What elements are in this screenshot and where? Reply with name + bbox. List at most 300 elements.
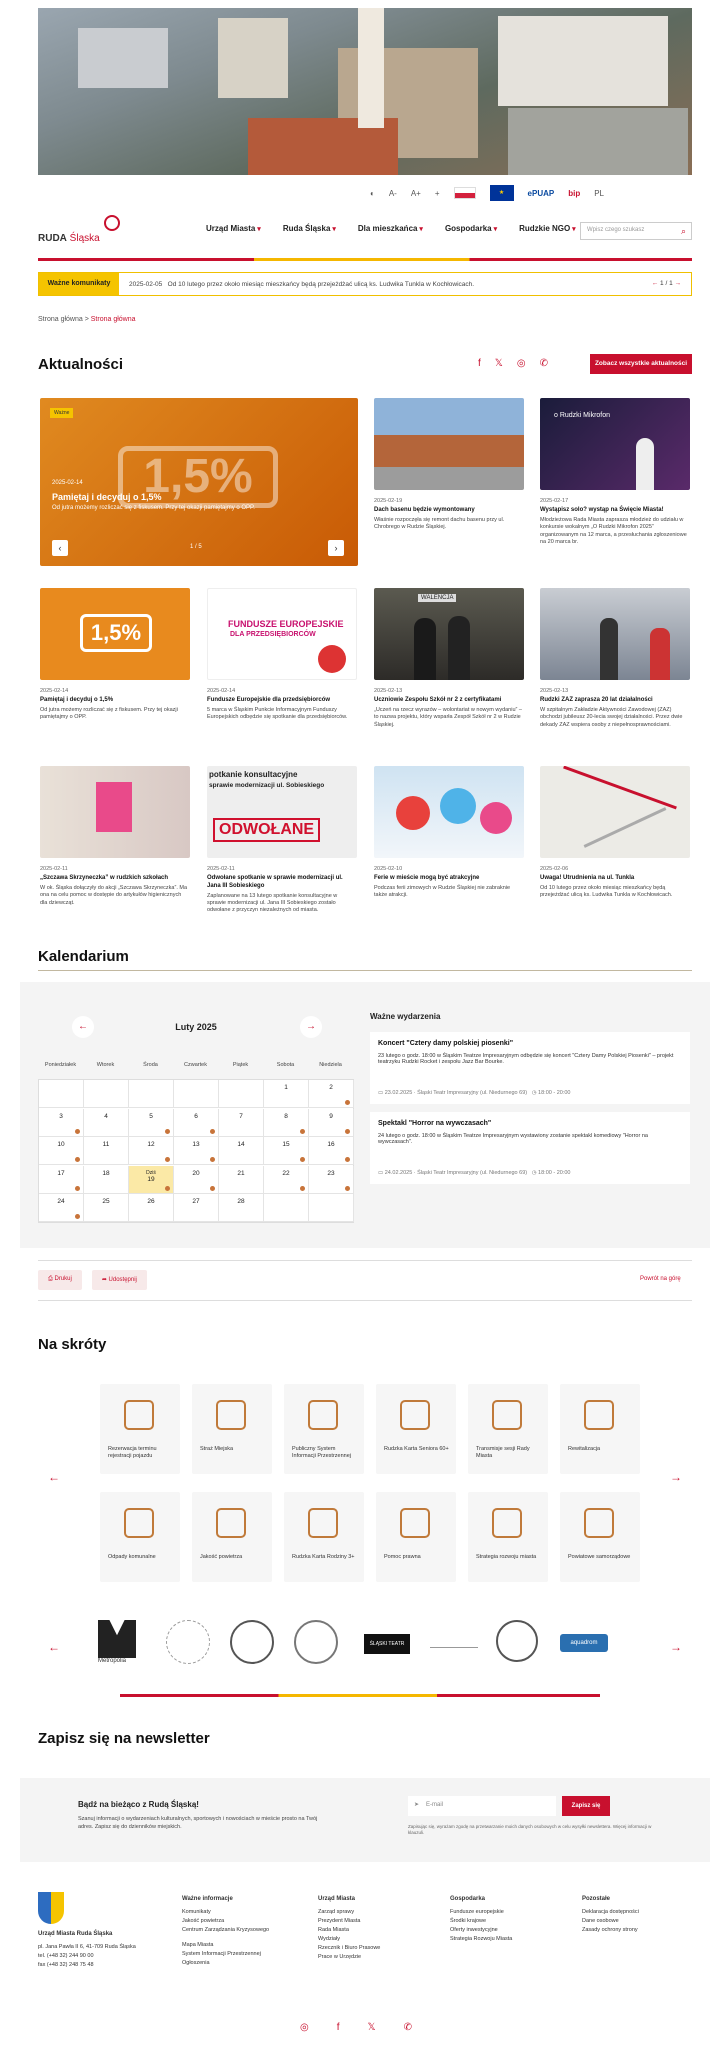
- footer-link[interactable]: Mapa Miasta: [182, 1942, 214, 1949]
- print-icon: ⎙: [48, 1276, 53, 1282]
- news-title[interactable]: Uczniowie Zespołu Szkół nr 2 z certyfikatami: [374, 697, 502, 703]
- calendar-dow: Piątek: [232, 1062, 249, 1068]
- event-dot-icon: [210, 1186, 215, 1191]
- shortcut-label: Rewitalizacja: [568, 1446, 601, 1452]
- shortcut-tile[interactable]: [192, 1492, 272, 1582]
- calendar-day-number: 1: [284, 1084, 288, 1091]
- language-select[interactable]: PL: [594, 188, 605, 198]
- calendar-day-number: 23: [327, 1169, 335, 1177]
- event-dot-icon: [300, 1157, 305, 1162]
- shortcuts-next-button[interactable]: →: [670, 1470, 682, 1484]
- whatsapp-icon[interactable]: ✆: [403, 2022, 412, 2033]
- calendar-divider: [38, 970, 692, 971]
- event-time: 18:00 - 20:00: [538, 1090, 571, 1096]
- calendar-day: [219, 1080, 264, 1108]
- news-desc: „Uczeń na rzecz wyrazów – wolontariat w nowym wydaniu” – to nazwa projektu, który wsparła Zespół Szkół nr 2 w Rudzie Śląskiej.: [374, 706, 522, 728]
- notice-next-icon[interactable]: →: [674, 280, 681, 287]
- calendar-day[interactable]: [39, 1194, 84, 1222]
- calendar-day[interactable]: [174, 1109, 219, 1137]
- footer-link[interactable]: Prace w Urzędzie: [318, 1954, 362, 1961]
- shortcut-tile[interactable]: [468, 1384, 548, 1474]
- calendar-day[interactable]: [309, 1137, 354, 1165]
- epuap-link[interactable]: ePUAP: [527, 188, 555, 198]
- footer-org: Urząd Miasta Ruda Śląska: [38, 1931, 113, 1937]
- logo-name: RUDA: [38, 233, 67, 244]
- calendar-day[interactable]: [84, 1194, 129, 1222]
- footer-column: [450, 1895, 512, 1944]
- nav-item-ngo[interactable]: Rudzkie NGO ▾: [519, 224, 576, 233]
- calendar-day-number: 26: [147, 1198, 155, 1206]
- featured-prev-button[interactable]: ‹: [52, 540, 68, 556]
- calendar-next-button[interactable]: →: [300, 1016, 322, 1038]
- calendar-dow: Wtorek: [96, 1062, 115, 1068]
- calendar-day-number: 4: [104, 1112, 108, 1120]
- shortcut-tile[interactable]: [468, 1492, 548, 1582]
- shortcut-label: Powiatowe samorządowe: [568, 1554, 631, 1560]
- calendar-day-number: 2: [329, 1084, 333, 1091]
- share-button[interactable]: [92, 1270, 147, 1290]
- news-title[interactable]: „Szczawa Skrzyneczka” w rudzkich szkołach: [40, 875, 169, 881]
- calendar-day[interactable]: [84, 1109, 129, 1137]
- news-desc: Młodzieżowa Rada Miasta zaprasza młodzież do udziału w konkursie wokalnym „O Rudzki Mikrofon 2025” organizowanym na 12 marca, a przesłuchania zgłoszeniowe na 20 marca br.: [540, 516, 687, 546]
- news-title[interactable]: Fundusze Europejskie dla przedsiębiorców: [207, 697, 331, 703]
- utility-bar: [370, 186, 604, 200]
- footer-address: pl. Jana Pawła II 6, 41-709 Ruda Śląska: [38, 1943, 136, 1950]
- newsletter-email-input[interactable]: [408, 1796, 556, 1816]
- news-desc: Od jutra możemy rozliczać się z fiskusem. Przy tej okazji pamiętajmy o OPP.: [40, 706, 178, 721]
- news-image-caption: 1,5%: [80, 614, 152, 652]
- calendar-day: [174, 1080, 219, 1108]
- shortcut-tile[interactable]: [560, 1384, 640, 1474]
- calendar-day-number: 5: [149, 1112, 153, 1120]
- breadcrumb-sep: >: [84, 316, 89, 323]
- calendar-day: [84, 1080, 129, 1108]
- event-title[interactable]: Spektakl "Horror na wywczasach": [378, 1120, 492, 1127]
- news-desc: W szpitalnym Zakładzie Aktywności Zawodowej (ZAZ) obchodzi jubileusz 20-lecia swojej działalności. Przez dwie dekady ZAZ wspiera osoby z niepełnosprawnościami.: [540, 706, 683, 728]
- shortcut-tile[interactable]: [284, 1492, 364, 1582]
- news-date: 2025-02-13: [540, 688, 569, 694]
- news-card[interactable]: [40, 766, 190, 907]
- calendar-day[interactable]: [219, 1166, 264, 1194]
- calendar-day-number: 24: [57, 1198, 65, 1206]
- calendar-grid: [38, 1079, 354, 1223]
- print-label: Drukuj: [54, 1276, 72, 1282]
- footer-link[interactable]: Rada Miasta: [318, 1927, 349, 1934]
- calendar-day-number: 6: [194, 1112, 198, 1120]
- facebook-icon[interactable]: f: [478, 358, 481, 369]
- footer-link[interactable]: Strategia Rozwoju Miasta: [450, 1936, 513, 1943]
- facebook-icon[interactable]: f: [336, 2022, 340, 2033]
- event-dot-icon: [75, 1214, 80, 1219]
- aquadrom-logo[interactable]: aquadrom: [560, 1634, 608, 1652]
- shortcut-tile[interactable]: [192, 1384, 272, 1474]
- search-input[interactable]: [580, 222, 692, 240]
- calendar-day: [264, 1194, 309, 1222]
- calendar-icon: ▭: [378, 1170, 384, 1176]
- footer-link[interactable]: Środki krajowe: [450, 1917, 487, 1924]
- news-card[interactable]: [207, 588, 357, 722]
- calendar-day-number: 3: [59, 1112, 63, 1120]
- calendar-day-number: 25: [102, 1198, 110, 1206]
- calendar-day-number: 16: [327, 1141, 335, 1149]
- calendar-dow: Niedziela: [319, 1062, 342, 1068]
- footer-column-heading: Urząd Miasta: [318, 1896, 356, 1902]
- shortcut-icon: [492, 1508, 522, 1538]
- calendar-day[interactable]: [309, 1080, 354, 1108]
- calendar-day-number: 21: [237, 1169, 245, 1177]
- calendar-day-number: 10: [57, 1141, 65, 1149]
- news-date: 2025-02-14: [207, 688, 236, 694]
- news-date: 2025-02-10: [374, 866, 403, 872]
- calendar-icon: ▭: [378, 1090, 384, 1096]
- x-icon[interactable]: 𝕏: [367, 2022, 376, 2033]
- footer-column: [318, 1895, 380, 1962]
- shortcut-label: Straż Miejska: [200, 1446, 234, 1452]
- news-card[interactable]: [374, 766, 524, 900]
- event-dot-icon: [345, 1157, 350, 1162]
- news-image-caption: o Rudzki Mikrofon: [554, 412, 611, 419]
- logo-mark-icon: [104, 215, 120, 231]
- partners-carousel: [94, 1620, 654, 1680]
- news-card[interactable]: [540, 588, 690, 729]
- calendar-day[interactable]: [264, 1109, 309, 1137]
- calendar-day-number: 19: [147, 1175, 155, 1183]
- news-image: [540, 588, 690, 680]
- news-image-caption-3: ODWOŁANE: [213, 818, 320, 842]
- news-image-caption: potkanie konsultacyjne: [209, 770, 298, 779]
- news-title[interactable]: Dach basenu będzie wymontowany: [374, 507, 475, 513]
- metropolia-label: Metropolia: [98, 1658, 127, 1664]
- event-time: 18:00 - 20:00: [538, 1170, 571, 1176]
- partner-seal-icon[interactable]: [496, 1620, 538, 1662]
- calendar-day[interactable]: [39, 1109, 84, 1137]
- calendar-day[interactable]: [84, 1137, 129, 1165]
- shortcut-icon: [124, 1400, 154, 1430]
- poland-flag-icon[interactable]: [454, 187, 476, 199]
- news-card[interactable]: [540, 398, 690, 546]
- share-icon: ➦: [101, 1277, 107, 1283]
- event-dot-icon: [345, 1186, 350, 1191]
- calendar-day: [39, 1080, 84, 1108]
- contrast-icon[interactable]: ◐: [370, 188, 375, 198]
- partner-seal-icon[interactable]: [230, 1620, 274, 1664]
- footer-link[interactable]: Fundusze europejskie: [450, 1908, 504, 1915]
- shortcut-icon: [308, 1508, 338, 1538]
- footer-phone[interactable]: tel. (+48 32) 244 90 00: [38, 1952, 94, 1959]
- footer-link[interactable]: Oferty inwestycyjne: [450, 1927, 498, 1934]
- shortcut-label: Jakość powietrza: [200, 1554, 243, 1560]
- shortcut-tile[interactable]: [376, 1492, 456, 1582]
- nav-item-gospodarka[interactable]: Gospodarka ▾: [445, 224, 497, 233]
- breadcrumb: [38, 316, 136, 323]
- calendar-day-number: 12: [147, 1141, 155, 1149]
- news-date: 2025-02-19: [374, 498, 403, 504]
- shortcuts-prev-button[interactable]: ←: [48, 1470, 60, 1484]
- news-image-caption-2: DLA PRZEDSIĘBIORCÓW: [230, 631, 316, 638]
- calendar-day[interactable]: [129, 1194, 174, 1222]
- event-dot-icon: [165, 1129, 170, 1134]
- news-title[interactable]: Ferie w mieście mogą być atrakcyjne: [374, 875, 480, 881]
- bip-link[interactable]: bip: [568, 188, 581, 198]
- event-card[interactable]: [370, 1112, 690, 1184]
- notice-bar: [38, 272, 692, 296]
- partner-seal-icon[interactable]: [294, 1620, 338, 1664]
- footer-social: [300, 2022, 412, 2033]
- featured-next-button[interactable]: ›: [328, 540, 344, 556]
- calendar-day[interactable]: [264, 1080, 309, 1108]
- all-news-button[interactable]: Zobacz wszystkie aktualności: [590, 354, 692, 374]
- news-image: [40, 588, 190, 680]
- news-image: [374, 588, 524, 680]
- breadcrumb-home[interactable]: Strona główna: [38, 316, 83, 323]
- footer-link[interactable]: Zarząd sprawy: [318, 1908, 355, 1915]
- logo-name-light: Śląska: [69, 233, 100, 244]
- search-icon[interactable]: ⌕: [680, 226, 686, 236]
- featured-title[interactable]: Pamiętaj i decyduj o 1,5%: [52, 492, 162, 502]
- shortcut-label: Rudzka Karta Seniora 60+: [384, 1446, 449, 1452]
- calendar-day-number: 8: [284, 1112, 288, 1120]
- news-title[interactable]: Wystąpisz solo? wystąp na Święcie Miasta!: [540, 507, 664, 513]
- footer-column-heading: Gospodarka: [450, 1896, 486, 1902]
- city-crest-icon: [38, 1892, 64, 1924]
- eu-flag-icon[interactable]: ★: [490, 185, 514, 201]
- shortcut-tile[interactable]: [100, 1492, 180, 1582]
- calendar-day-number: 7: [239, 1112, 243, 1120]
- calendar-day[interactable]: [129, 1166, 174, 1194]
- calendar-day[interactable]: [174, 1166, 219, 1194]
- shortcut-tile[interactable]: [100, 1384, 180, 1474]
- font-increase-button[interactable]: A+: [410, 188, 421, 198]
- event-title[interactable]: Koncert "Cztery damy polskiej piosenki": [378, 1040, 514, 1047]
- metropolia-logo[interactable]: [98, 1620, 150, 1672]
- newsletter-box: [20, 1778, 710, 1862]
- event-date: 23.02.2025 · Śląski Teatr Impresaryjny (ul. Niedurnego 69): [384, 1090, 528, 1096]
- event-desc: 23 lutego o godz. 18:00 w Śląskim Teatrze Impresaryjnym odbędzie się koncert "Cztery Damy Polskiej Piosenki" – projekt teatrzyku Rudzki Rocket i zespołu Jazz Bar Bourke.: [378, 1053, 674, 1065]
- featured-desc: Od jutra możemy rozliczać się z fiskusem. Przy tej okazji pamiętajmy o OPP.: [52, 505, 255, 511]
- news-image-caption: WALENCJA: [418, 594, 456, 602]
- nav-item-urzad[interactable]: Urząd Miasta ▾: [206, 224, 261, 233]
- shortcut-label: Publiczny System Informacji Przestrzennej: [292, 1446, 351, 1460]
- calendar-day-number: 13: [192, 1141, 200, 1149]
- calendar-dow: Środa: [143, 1062, 158, 1068]
- shortcut-icon: [216, 1508, 246, 1538]
- partner-seal-icon[interactable]: [166, 1620, 210, 1664]
- calendar-day[interactable]: [309, 1166, 354, 1194]
- footer-link[interactable]: Ogłoszenia: [182, 1960, 210, 1967]
- news-desc: Od 10 lutego przez około miesiąc mieszkańcy będą przejeżdżać ulicą ks. Ludwika Tunkla w Kochłowicach.: [540, 884, 673, 899]
- footer-column-heading: Pozostałe: [582, 1896, 611, 1902]
- calendar-day[interactable]: [174, 1194, 219, 1222]
- partner-logo[interactable]: [430, 1638, 478, 1648]
- news-card[interactable]: [374, 588, 524, 729]
- calendar-day[interactable]: [219, 1194, 264, 1222]
- notice-prev-icon[interactable]: ←: [651, 280, 659, 287]
- shortcut-icon: [308, 1400, 338, 1430]
- footer-link[interactable]: Prezydent Miasta: [318, 1917, 361, 1924]
- news-image: [374, 766, 524, 858]
- x-icon[interactable]: 𝕏: [494, 358, 503, 369]
- calendar-day-number: 20: [192, 1169, 200, 1177]
- newsletter-box-desc: Szanuj informacji o wydarzeniach kulturalnych, sportowych i nowościach w mieście prosto na Twój adres. Zapisz się do dzienników miejskich.: [78, 1816, 318, 1830]
- calendar-dow: Czwartek: [184, 1062, 207, 1068]
- page-actions: [38, 1270, 147, 1290]
- social-links: [478, 358, 548, 369]
- notice-date: 2025-02-05: [129, 281, 163, 288]
- shortcut-icon: [584, 1508, 614, 1538]
- shortcut-label: Transmisje sesji Rady Miasta: [476, 1446, 530, 1460]
- calendar-day-number: 27: [192, 1198, 200, 1206]
- shortcut-icon: [492, 1400, 522, 1430]
- event-dot-icon: [75, 1129, 80, 1134]
- print-button[interactable]: [38, 1270, 82, 1290]
- footer-link[interactable]: Centrum Zarządzania Kryzysowego: [182, 1927, 270, 1934]
- news-card[interactable]: [374, 398, 524, 532]
- calendar-day[interactable]: [174, 1137, 219, 1165]
- newsletter-title: Zapisz się na newsletter: [38, 1730, 210, 1747]
- events-title: Ważne wydarzenia: [370, 1012, 441, 1021]
- calendar-day[interactable]: [39, 1137, 84, 1165]
- news-image: [540, 766, 690, 858]
- news-card[interactable]: [207, 766, 357, 915]
- event-desc: 24 lutego o godz. 18:00 w Śląskim Teatrze Impresaryjnym wystawiony zostanie spektakl komediowy "Horror na wywczasach".: [378, 1133, 648, 1145]
- share-label: Udostępnij: [108, 1277, 137, 1283]
- featured-pager: 1 / 5: [190, 544, 202, 550]
- shortcut-tile[interactable]: [560, 1492, 640, 1582]
- shortcut-icon: [124, 1508, 154, 1538]
- calendar-month: Luty 2025: [175, 1022, 217, 1032]
- news-title[interactable]: Pamiętaj i decyduj o 1,5%: [40, 697, 114, 703]
- partners-prev-button[interactable]: ←: [48, 1640, 60, 1654]
- news-image-caption-2: sprawie modernizacji ul. Sobieskiego: [209, 782, 325, 789]
- shortcut-icon: [216, 1400, 246, 1430]
- nav-item-mieszkaniec[interactable]: Dla mieszkańca ▾: [358, 224, 423, 233]
- notice-text[interactable]: Od 10 lutego przez około miesiąc mieszkańcy będą przejeżdżać ulicą ks. Ludwika Tunkla w Kochłowicach.: [167, 281, 475, 288]
- calendar-day[interactable]: [129, 1137, 174, 1165]
- event-card[interactable]: [370, 1032, 690, 1104]
- footer-link[interactable]: Zasady ochrony strony: [582, 1927, 638, 1934]
- shortcut-label: Odpady komunalne: [108, 1554, 156, 1560]
- event-dot-icon: [210, 1129, 215, 1134]
- footer-fax: fax (+48 32) 248 75 48: [38, 1962, 94, 1969]
- footer-link[interactable]: Rzecznik i Biuro Prasowe: [318, 1945, 381, 1952]
- shortcut-label: Pomoc prawna: [384, 1554, 421, 1560]
- news-title[interactable]: Rudzki ZAZ zaprasza 20 lat działalności: [540, 697, 653, 703]
- news-card[interactable]: [40, 588, 190, 722]
- calendar-title: Kalendarium: [38, 948, 129, 965]
- news-desc: Właśnie rozpoczęła się remont dachu basenu przy ul. Chrobrego w Rudzie Śląskiej.: [374, 516, 505, 531]
- news-date: 2025-02-17: [540, 498, 569, 504]
- calendar-day-number: 9: [329, 1112, 333, 1120]
- event-date: 24.02.2025 · Śląski Teatr Impresaryjny (ul. Niedurnego 69): [384, 1170, 528, 1176]
- event-dot-icon: [75, 1157, 80, 1162]
- breadcrumb-current: Strona główna: [90, 316, 136, 323]
- event-dot-icon: [165, 1157, 170, 1162]
- footer-link[interactable]: Deklaracja dostępności: [582, 1908, 639, 1915]
- event-dot-icon: [300, 1186, 305, 1191]
- calendar-day[interactable]: [309, 1109, 354, 1137]
- footer-link[interactable]: Wydziały: [318, 1936, 340, 1943]
- newsletter-placeholder: E-mail: [426, 1802, 444, 1808]
- calendar-day[interactable]: [84, 1166, 129, 1194]
- shortcut-label: Rezerwacja terminu rejestracji pojazdu: [108, 1446, 157, 1460]
- featured-news[interactable]: [40, 398, 358, 566]
- instagram-icon[interactable]: ◎: [516, 358, 526, 369]
- calendar-day: [309, 1194, 354, 1222]
- news-desc: 5 marca w Śląskim Punkcie Informacyjnym Funduszy Europejskich odbędzie się spotkanie dla przedsiębiorców.: [207, 706, 348, 721]
- instagram-icon[interactable]: ◎: [300, 2022, 309, 2033]
- footer-column: [582, 1895, 639, 1935]
- calendar-day-number: 11: [102, 1141, 110, 1149]
- news-title: Aktualności: [38, 356, 124, 373]
- shortcut-tile[interactable]: [284, 1384, 364, 1474]
- footer-link[interactable]: Komunikaty: [182, 1908, 211, 1915]
- footer-link[interactable]: Jakość powietrza: [182, 1917, 225, 1924]
- color-stripe: [120, 1694, 600, 1697]
- footer-link[interactable]: System Informacji Przestrzennej: [182, 1951, 261, 1958]
- back-to-top-link[interactable]: Powrót na górę: [640, 1276, 681, 1282]
- partners-next-button[interactable]: →: [670, 1640, 682, 1654]
- calendar-day-number: 15: [282, 1141, 290, 1149]
- calendar-day[interactable]: [219, 1137, 264, 1165]
- logo[interactable]: [38, 215, 128, 245]
- event-dot-icon: [345, 1129, 350, 1134]
- teatr-logo[interactable]: ŚLĄSKI TEATR: [364, 1634, 410, 1654]
- plus-button[interactable]: +: [434, 188, 440, 198]
- nav-item-ruda[interactable]: Ruda Śląska ▾: [283, 224, 336, 233]
- featured-tag: Ważne: [50, 408, 73, 418]
- search-placeholder: Wpisz czego szukasz: [587, 227, 645, 233]
- calendar-day[interactable]: [264, 1137, 309, 1165]
- footer-column-heading: Ważne informacje: [182, 1896, 233, 1902]
- calendar-day[interactable]: [39, 1166, 84, 1194]
- whatsapp-icon[interactable]: ✆: [539, 358, 548, 369]
- newsletter-subscribe-button[interactable]: Zapisz się: [562, 1796, 610, 1816]
- shortcut-label: Rudzka Karta Rodziny 3+: [292, 1554, 355, 1560]
- event-dot-icon: [345, 1100, 350, 1105]
- shortcut-tile[interactable]: [376, 1384, 456, 1474]
- calendar-day[interactable]: [219, 1109, 264, 1137]
- color-stripe: [38, 258, 692, 261]
- event-dot-icon: [75, 1186, 80, 1191]
- calendar-prev-button[interactable]: ←: [72, 1016, 94, 1038]
- news-card[interactable]: [540, 766, 690, 900]
- calendar-day[interactable]: [264, 1166, 309, 1194]
- news-image: [540, 398, 690, 490]
- font-decrease-button[interactable]: A-: [388, 188, 397, 198]
- news-desc: Zaplanowane na 13 lutego spotkanie konsultacyjne w sprawie modernizacji ul. Jana III Sobieskiego zostało odwołane z przyczyn niezależnych od miasta.: [207, 892, 338, 914]
- news-desc: Podczas ferii zimowych w Rudzie Śląskiej nie zabraknie także atrakcji.: [374, 884, 511, 899]
- calendar-day-number: 22: [282, 1169, 290, 1177]
- footer-link[interactable]: Dane osobowe: [582, 1917, 619, 1924]
- news-title[interactable]: Uwaga! Utrudnienia na ul. Tunkla: [540, 875, 635, 881]
- clock-icon: ◷: [531, 1090, 537, 1096]
- calendar-dow: Sobota: [276, 1062, 295, 1068]
- calendar-day: [129, 1080, 174, 1108]
- calendar-day-number: 18: [102, 1169, 110, 1177]
- news-date: 2025-02-11: [40, 866, 68, 872]
- featured-percent: 1,5%: [118, 446, 278, 508]
- news-image: [207, 588, 357, 680]
- news-image: [40, 766, 190, 858]
- news-image: [374, 398, 524, 490]
- news-image: [207, 766, 357, 858]
- newsletter-consent: Zapisując się, wyrażam zgodę na przetwarzanie moich danych osobowych w celu wysyłki newslettera. Więcej informacji w klauzuli.: [408, 1824, 652, 1836]
- calendar-day[interactable]: [129, 1109, 174, 1137]
- news-title[interactable]: Odwołane spotkanie w sprawie modernizacji ul. Jana III Sobieskiego: [207, 875, 343, 889]
- event-dot-icon: [300, 1129, 305, 1134]
- today-label: Dziś: [146, 1169, 156, 1176]
- shortcut-icon: [584, 1400, 614, 1430]
